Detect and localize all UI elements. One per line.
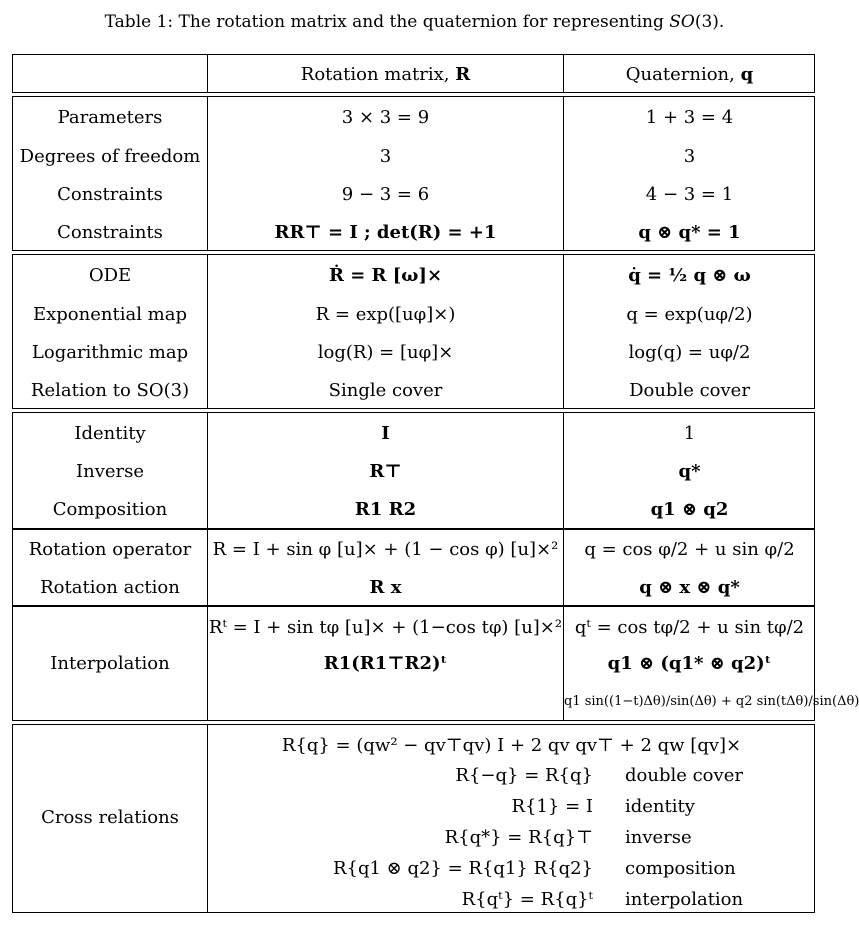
row-label: Rotation operator	[28, 539, 192, 560]
rot-value: log(R) = [uφ]×	[317, 342, 454, 363]
table-header	[12, 54, 815, 93]
row-label: Identity	[74, 423, 146, 444]
quat-value: 4 − 3 = 1	[645, 184, 734, 205]
row-label: Inverse	[75, 461, 145, 482]
rot-value: 3 × 3 = 9	[341, 107, 430, 128]
cross-formula: R{q1 ⊗ q2} = R{q1} R{q2}	[332, 858, 593, 879]
cross-note: interpolation	[625, 889, 744, 910]
header-rotation-matrix: Rotation matrix, R	[300, 64, 471, 85]
rot-value: R = exp([uφ]×)	[315, 304, 456, 325]
caption-group: SO	[669, 12, 695, 32]
section-parameters	[12, 96, 815, 251]
quat-value: 1 + 3 = 4	[645, 107, 734, 128]
rot-value: 9 − 3 = 6	[341, 184, 430, 205]
rot-value: Ṙ = R [ω]×	[328, 265, 443, 286]
quat-value: q ⊗ x ⊗ q*	[639, 577, 740, 598]
row-label: Composition	[52, 499, 168, 520]
cross-note: identity	[625, 796, 695, 817]
cross-formula: R{−q} = R{q}	[455, 765, 593, 786]
cross-note: inverse	[625, 827, 692, 848]
rot-value: RR⊤ = I ; det(R) = +1	[274, 222, 497, 243]
rot-value: R1(R1⊤R2)ᵗ	[323, 653, 448, 674]
section-rotation	[12, 529, 815, 606]
rot-value: R = I + sin φ [u]× + (1 − cos φ) [u]×²	[212, 539, 559, 560]
cross-formula: R{qᵗ} = R{q}ᵗ	[461, 889, 593, 910]
quat-value: q = cos φ/2 + u sin φ/2	[584, 539, 795, 560]
section-maps	[12, 254, 815, 409]
quat-value: q1 ⊗ q2	[650, 499, 729, 520]
rot-value: R⊤	[369, 461, 402, 482]
section-cross-relations	[12, 724, 815, 913]
quat-value: log(q) = uφ/2	[628, 342, 751, 363]
rot-value: R1 R2	[354, 499, 417, 520]
rot-value: Rᵗ = I + sin tφ [u]× + (1−cos tφ) [u]×²	[208, 617, 563, 638]
header-quaternion: Quaternion, q	[625, 64, 754, 85]
row-label: Rotation action	[40, 577, 180, 598]
cross-formula: R{q*} = R{q}⊤	[444, 827, 593, 848]
cross-note: composition	[625, 858, 736, 879]
section-interpolation	[12, 606, 859, 721]
quat-value: qᵗ = cos tφ/2 + u sin tφ/2	[574, 617, 805, 638]
row-label: Interpolation	[50, 653, 170, 674]
quat-value: 3	[683, 146, 696, 167]
row-label: Logarithmic map	[31, 342, 189, 363]
cross-formula: R{1} = I	[511, 796, 593, 817]
cross-formula: R{q} = (qw² − qv⊤qv) I + 2 qv qv⊤ + 2 qw [qv]×	[281, 735, 742, 756]
quat-value: q̇ = ½ q ⊗ ω	[628, 265, 751, 286]
caption-text: Table 1: The rotation matrix and the quaternion for representing	[104, 12, 670, 32]
table-caption	[0, 12, 829, 32]
section-algebra	[12, 412, 815, 529]
caption-group-arg: (3).	[694, 12, 725, 32]
row-label: Parameters	[57, 107, 163, 128]
row-label: Constraints	[57, 184, 163, 205]
quat-value: 1	[683, 423, 696, 444]
row-label: Relation to SO(3)	[30, 380, 190, 401]
rot-value: Single cover	[328, 380, 443, 401]
row-label: ODE	[88, 265, 132, 286]
rot-value: R x	[369, 577, 402, 598]
quat-value: q*	[678, 461, 701, 482]
rot-value: I	[381, 423, 390, 444]
rot-value: 3	[379, 146, 392, 167]
row-label: Constraints	[57, 222, 163, 243]
quat-value: Double cover	[629, 380, 750, 401]
row-label: Exponential map	[32, 304, 187, 325]
cross-note: double cover	[625, 765, 743, 786]
quat-value: q = exp(uφ/2)	[626, 304, 753, 325]
quat-value: q1 sin((1−t)Δθ)/sin(Δθ) + q2 sin(tΔθ)/sin(Δθ)	[564, 694, 859, 709]
row-label: Cross relations	[41, 807, 179, 828]
row-label: Degrees of freedom	[19, 146, 201, 167]
quat-value: q ⊗ q* = 1	[638, 222, 741, 243]
quat-value: q1 ⊗ (q1* ⊗ q2)ᵗ	[607, 653, 772, 674]
